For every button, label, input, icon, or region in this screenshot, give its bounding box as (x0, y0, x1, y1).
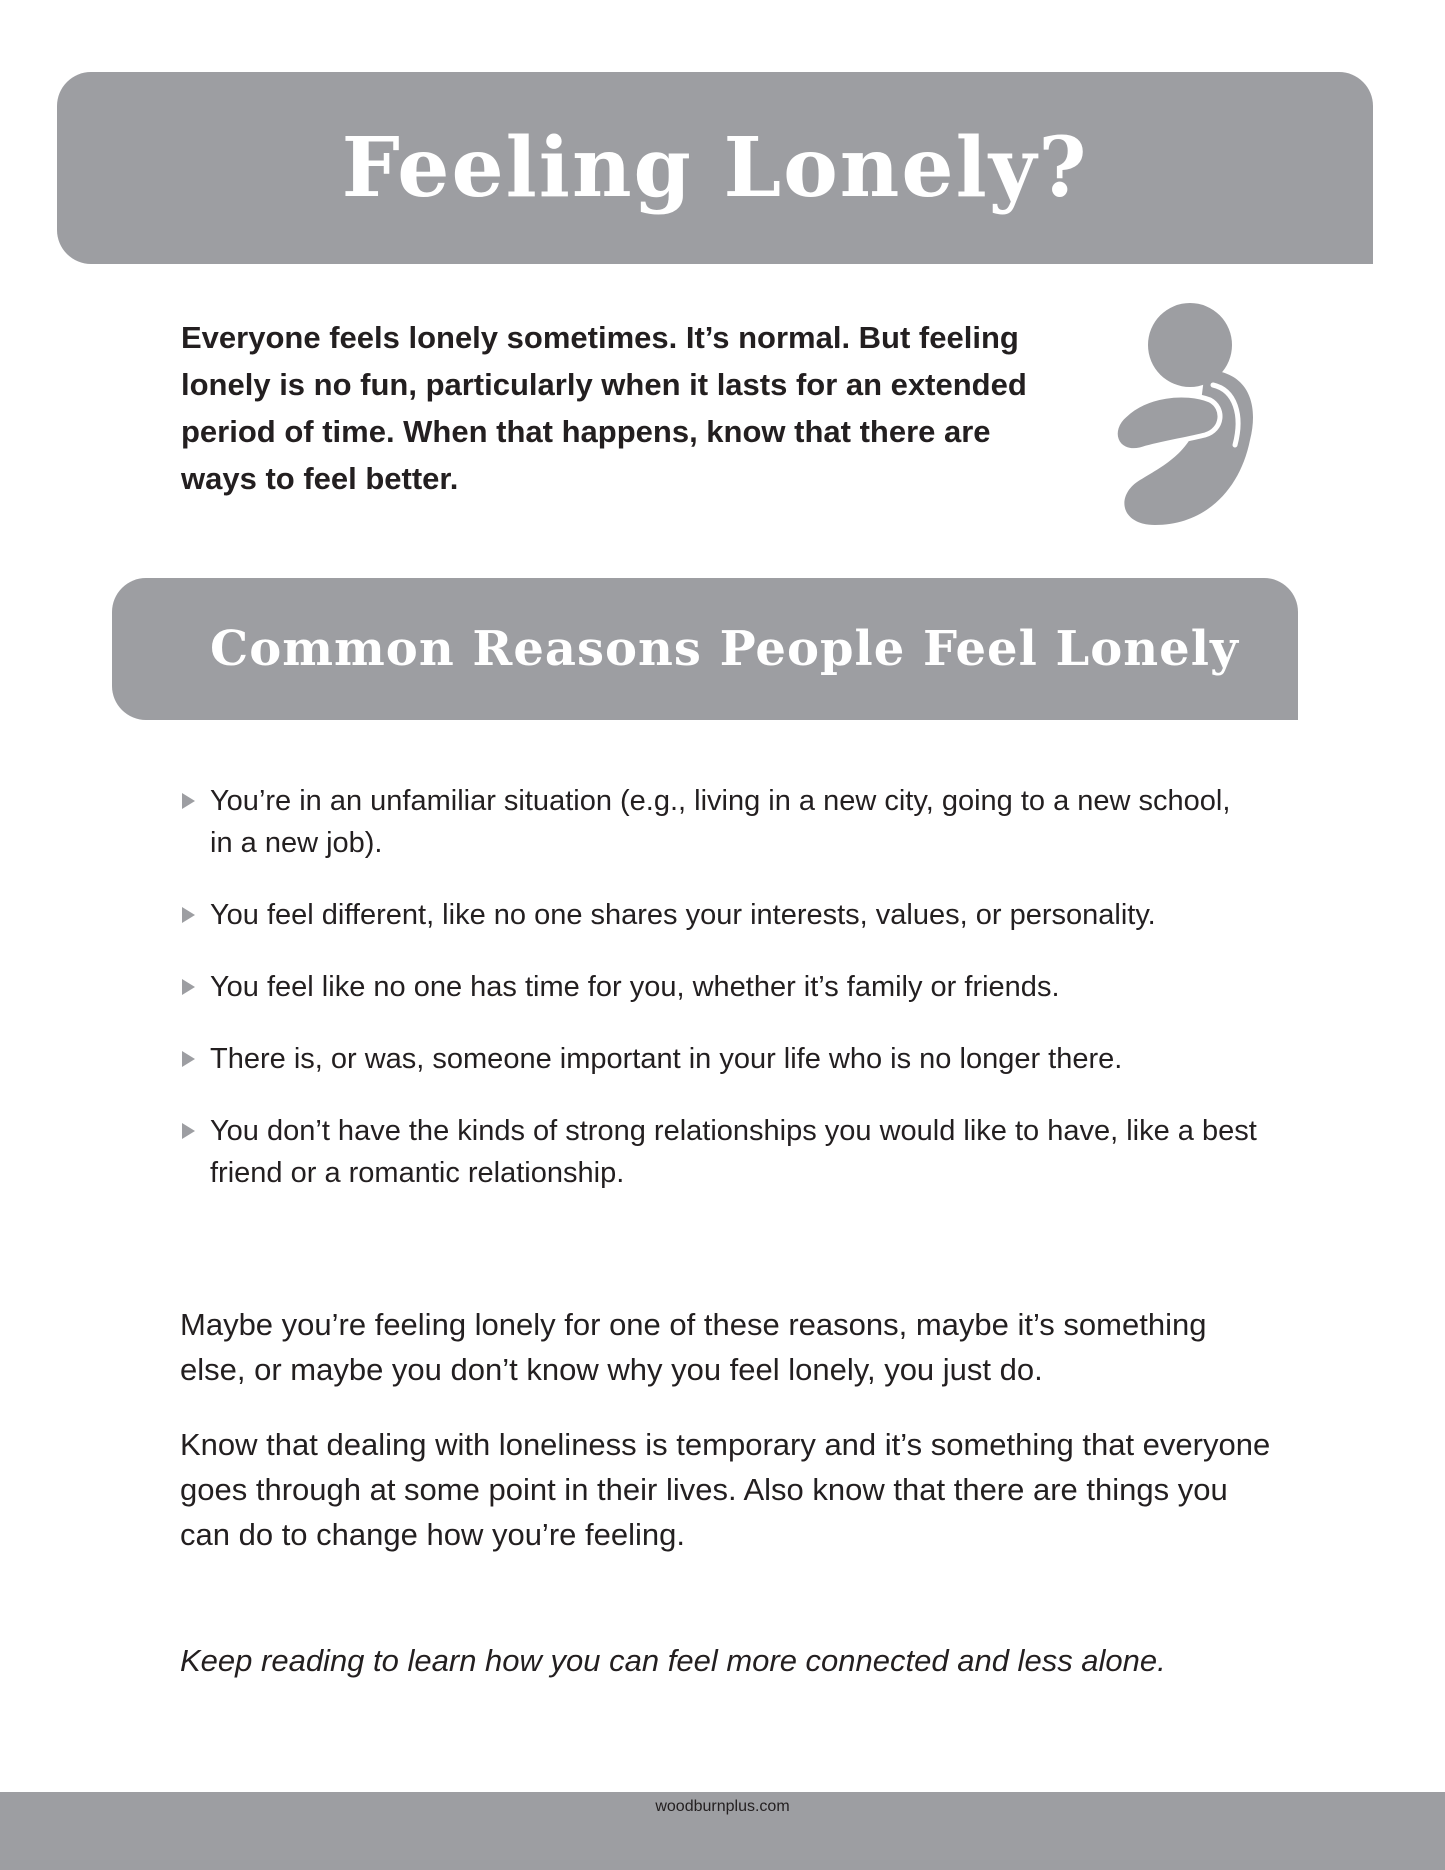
footer-bar (0, 1792, 1445, 1870)
triangle-bullet-icon (182, 979, 195, 995)
list-item: You don’t have the kinds of strong relationships you would like to have, like a best friend or a romantic relationship. (180, 1110, 1260, 1194)
list-item: You feel different, like no one shares your interests, values, or personality. (180, 894, 1260, 936)
closing-text: Keep reading to learn how you can feel more connected and less alone. (180, 1643, 1166, 1678)
sitting-person-icon (1085, 290, 1265, 530)
triangle-bullet-icon (182, 1123, 195, 1139)
section-title: Common Reasons People Feel Lonely (210, 621, 1239, 677)
list-item: There is, or was, someone important in your life who is no longer there. (180, 1038, 1260, 1080)
paragraph-temporary: Know that dealing with loneliness is temporary and it’s something that everyone goes through at some point in their lives. Also know that there are things you can do to change how you’re feeling. (180, 1427, 1271, 1552)
triangle-bullet-icon (182, 793, 195, 809)
title-banner (57, 72, 1373, 264)
triangle-bullet-icon (182, 1051, 195, 1067)
triangle-bullet-icon (182, 907, 195, 923)
list-item: You’re in an unfamiliar situation (e.g., living in a new city, going to a new school, in a new job). (180, 780, 1260, 864)
footer-url: woodburnplus.com (655, 1798, 790, 1815)
section-banner (112, 578, 1298, 720)
list-item: You feel like no one has time for you, whether it’s family or friends. (180, 966, 1260, 1008)
reasons-list (180, 780, 1260, 1224)
page-title: Feeling Lonely? (341, 120, 1089, 216)
intro-text: Everyone feels lonely sometimes. It’s normal. But feeling lonely is no fun, particularly when it lasts for an extended period of time. When that happens, know that there are ways to feel better. (181, 320, 1027, 496)
paragraph-reasons: Maybe you’re feeling lonely for one of these reasons, maybe it’s something else, or maybe you don’t know why you feel lonely, you just do. (180, 1307, 1207, 1387)
